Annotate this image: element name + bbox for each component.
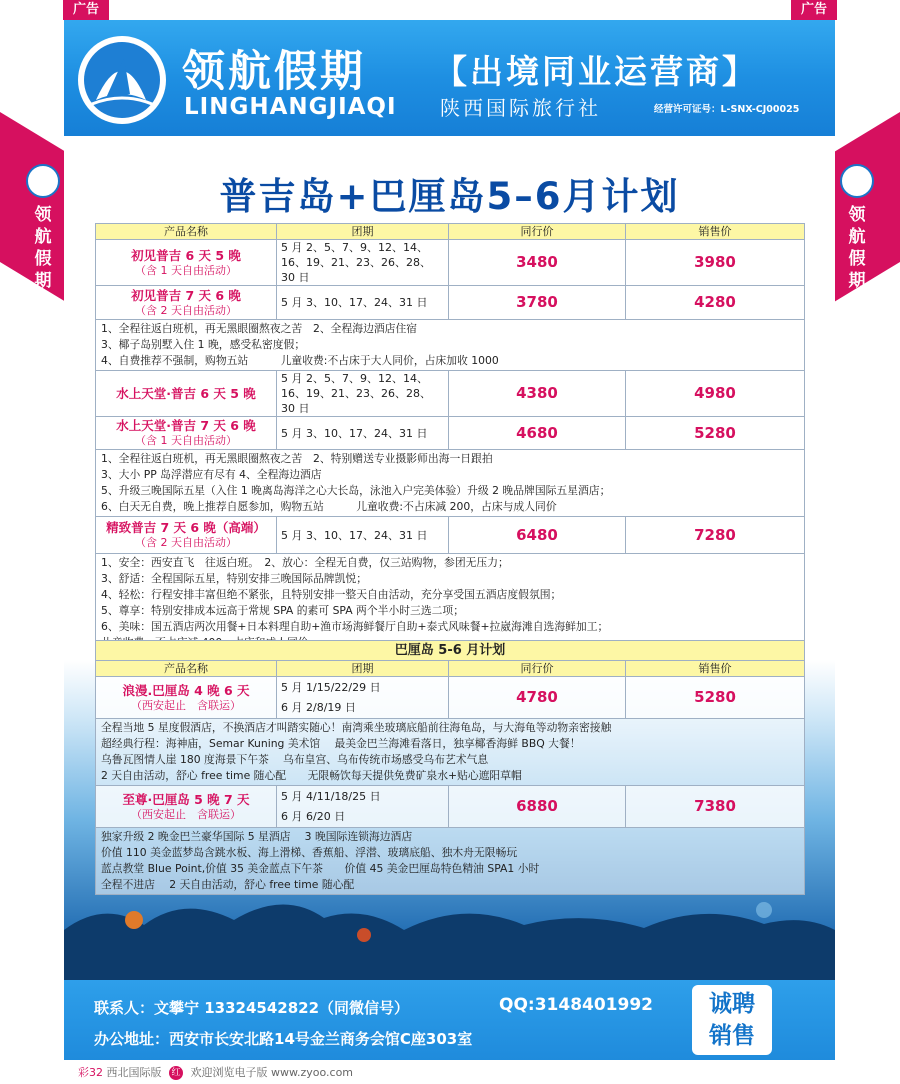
column-header: 销售价 — [626, 661, 805, 677]
contact-person: 联系人：文攀宁 13324542822（同微信号） — [94, 999, 410, 1017]
welcome-text: 欢迎浏览电子版 — [190, 1066, 268, 1079]
column-header: 同行价 — [449, 661, 626, 677]
table-row — [96, 240, 805, 286]
header-banner — [64, 20, 835, 136]
product-name: 初见普吉 7 天 6 晚 — [131, 287, 241, 303]
product-name: 水上天堂·普吉 6 天 5 晚 — [116, 386, 256, 401]
product-name: 浪漫.巴厘岛 4 晚 6 天 — [122, 682, 250, 698]
note-line: 1、全程往返白班机，再无黑眼圈熬夜之苦 2、全程海边酒店住宿 — [101, 322, 418, 335]
note-line: 全程当地 5 星度假酒店，不换酒店才叫踏实随心！南湾乘坐玻璃底船前往海龟岛，与大海龟等动物亲密接触 — [101, 721, 612, 734]
note-line: 全程不进店 2 天自由活动，舒心 free time 随心配 — [101, 878, 355, 891]
retail-price: 3980 — [626, 240, 805, 286]
page-title: 普吉岛+巴厘岛5–6月计划 — [219, 175, 680, 218]
retail-price: 7280 — [626, 517, 805, 554]
ad-tag-left: 广告 — [63, 0, 109, 20]
product-note: （含 1 天自由活动） — [135, 263, 237, 277]
note-line: 3、椰子岛别墅入住 1 晚，感受私密度假； — [101, 338, 306, 351]
contact-footer — [64, 980, 835, 1060]
page-number: 彩32 — [78, 1066, 103, 1079]
product-note: （西安起止 含联运） — [131, 807, 241, 821]
note-line: 6、白天无自费，晚上推荐自愿参加，购物五站 儿童收费:不占床减 200，占床与成人同价 — [101, 500, 557, 513]
side-text-left: 领 航 假 期 — [34, 205, 52, 291]
retail-price: 5280 — [626, 677, 805, 719]
recruit-badge: 诚聘 销售 — [692, 985, 772, 1055]
ad-page — [64, 20, 835, 1060]
departure-dates: 6 月 2/8/19 日 — [281, 701, 356, 714]
notes-row — [96, 554, 805, 653]
note-line: 3、舒适：全程国际五星，特别安排三晚国际品牌凯悦； — [101, 572, 367, 585]
side-banner-left — [0, 112, 66, 302]
departure-dates: 6 月 6/20 日 — [281, 810, 346, 823]
table-row — [96, 677, 805, 719]
coral-reef-image — [64, 890, 835, 980]
column-header: 团期 — [277, 661, 449, 677]
notes-row — [96, 828, 805, 895]
column-header: 产品名称 — [96, 661, 277, 677]
trade-price: 4780 — [449, 677, 626, 719]
red-badge-icon: 红 — [169, 1066, 183, 1080]
note-line: 4、轻松：行程安排丰富但绝不紧张，且特别安排一整天自由活动，充分享受国五酒店度假氛围； — [101, 588, 562, 601]
notes-row — [96, 320, 805, 371]
note-line: 6、美味：国五酒店两次用餐+日本料理自助+渔市场海鲜餐厅自助+泰式风味餐+拉崴海滩自选海鲜加工； — [101, 620, 609, 633]
product-name: 初见普吉 6 天 5 晚 — [131, 247, 241, 263]
table-header-row — [96, 661, 805, 677]
product-name: 水上天堂·普吉 7 天 6 晚 — [116, 418, 256, 433]
slogan: 【出境同业运营商】 — [434, 52, 758, 91]
notes-row — [96, 719, 805, 786]
trade-price: 4380 — [449, 371, 626, 417]
product-note: （含 2 天自由活动） — [135, 536, 237, 549]
brand-logo-icon — [76, 34, 168, 126]
note-line: 2 天自由活动，舒心 free time 随心配 无限畅饮每天提供免费矿泉水+贴心遮阳草帽 — [101, 769, 522, 782]
table-row — [96, 417, 805, 450]
note-line: 独家升级 2 晚金巴兰豪华国际 5 星酒店 3 晚国际连锁海边酒店 — [101, 830, 413, 843]
brand-name: 领航假期 — [182, 47, 366, 97]
retail-price: 7380 — [626, 786, 805, 828]
note-line: 超经典行程：海神庙，Semar Kuning 美术馆 最美金巴兰海滩看落日，独享椰香海鲜 BBQ 大餐！ — [101, 737, 581, 750]
table-row — [96, 517, 805, 554]
office-address: 办公地址：西安市长安北路14号金兰商务会馆C座303室 — [94, 1030, 473, 1048]
retail-price: 4280 — [626, 286, 805, 320]
trade-price: 3480 — [449, 240, 626, 286]
table-row — [96, 286, 805, 320]
retail-price: 4980 — [626, 371, 805, 417]
section-title: 巴厘岛 5-6 月计划 — [96, 641, 805, 661]
trade-price: 6480 — [449, 517, 626, 554]
note-line: 蓝点教堂 Blue Point,价值 35 美金蓝点下午茶 价值 45 美金巴厘岛特色精油 SPA1 小时 — [101, 862, 540, 875]
note-line: 5、升级三晚国际五星（入住 1 晚离岛海洋之心大长岛，泳池入户完美体验）升级 2 晚品牌国际五星酒店； — [101, 484, 611, 497]
trade-price: 4680 — [449, 417, 626, 450]
edition-name: 西北国际版 — [106, 1066, 162, 1079]
departure-dates: 5 月 1/15/22/29 日 — [281, 681, 381, 694]
column-header: 销售价 — [626, 224, 805, 240]
table-header-row — [96, 224, 805, 240]
qq-number: QQ:3148401992 — [499, 995, 653, 1015]
departure-dates: 5 月 2、5、7、9、12、14、16、19、21、23、26、28、30 日 — [277, 240, 449, 286]
departure-dates: 5 月 3、10、17、24、31 日 — [277, 517, 449, 554]
trade-price: 6880 — [449, 786, 626, 828]
product-note: （含 2 天自由活动） — [135, 303, 237, 317]
magazine-footer — [78, 1064, 353, 1080]
notes-row — [96, 450, 805, 517]
license-number: 经营许可证号：L-SNX-CJ00025 — [654, 104, 800, 115]
note-line: 4、自费推荐不强制，购物五站 儿童收费:不占床于大人同价，占床加收 1000 — [101, 354, 499, 367]
note-line: 1、全程往返白班机，再无黑眼圈熬夜之苦 2、特别赠送专业摄影师出海一日跟拍 — [101, 452, 493, 465]
note-line: 1、安全：西安直飞 往返白班。 2、放心：全程无自费，仅三站购物，参团无压力； — [101, 556, 509, 569]
column-header: 同行价 — [449, 224, 626, 240]
product-note: （西安起止 含联运） — [131, 698, 241, 712]
bali-table — [95, 640, 805, 895]
departure-dates: 5 月 2、5、7、9、12、14、16、19、21、23、26、28、30 日 — [277, 371, 449, 417]
ad-tag-right: 广告 — [791, 0, 837, 20]
product-name: 至尊·巴厘岛 5 晚 7 天 — [122, 791, 250, 807]
note-line: 3、大小 PP 岛浮潜应有尽有 4、全程海边酒店 — [101, 468, 322, 481]
trade-price: 3780 — [449, 286, 626, 320]
note-line: 5、尊享：特别安排成本远高于常规 SPA 的素可 SPA 两个半小时三选二项； — [101, 604, 465, 617]
table-row — [96, 786, 805, 828]
side-banner-right — [834, 112, 900, 302]
note-line: 价值 110 美金蓝梦岛含跳水板、海上滑梯、香蕉船、浮潜、玻璃底船、独木舟无限畅玩 — [101, 846, 518, 859]
column-header: 团期 — [277, 224, 449, 240]
section-title-row — [96, 641, 805, 661]
departure-dates: 5 月 3、10、17、24、31 日 — [277, 286, 449, 320]
retail-price: 5280 — [626, 417, 805, 450]
departure-dates: 5 月 3、10、17、24、31 日 — [277, 417, 449, 450]
column-header: 产品名称 — [96, 224, 277, 240]
departure-dates: 5 月 4/11/18/25 日 — [281, 790, 381, 803]
phuket-table — [95, 223, 805, 653]
side-logo-icon — [26, 164, 60, 198]
product-name: 精致普吉 7 天 6 晚（高端） — [106, 520, 266, 535]
table-row — [96, 371, 805, 417]
brand-name-en: LINGHANGJIAQI — [184, 94, 397, 120]
agency-name: 陕西国际旅行社 — [440, 96, 601, 120]
note-line: 乌鲁瓦图情人崖 180 度海景下午茶 乌布皇宫、乌布传统市场感受乌布艺术气息 — [101, 753, 489, 766]
side-text-right: 领 航 假 期 — [848, 205, 866, 291]
product-note: （含 1 天自由活动） — [135, 434, 237, 447]
website-link[interactable]: www.zyoo.com — [271, 1066, 354, 1079]
side-logo-icon — [840, 164, 874, 198]
